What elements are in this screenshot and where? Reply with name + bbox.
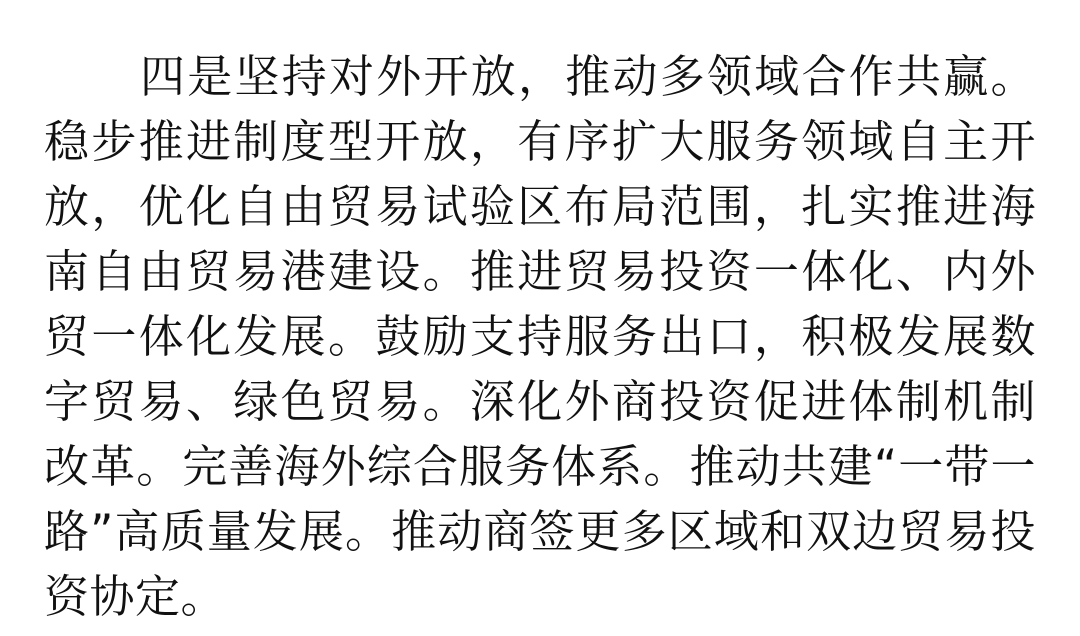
document-body (40, 44, 1040, 629)
paragraph-foreign-opening: 四是坚持对外开放，推动多领域合作共赢。稳步推进制度型开放，有序扩大服务领域自主开放，优化自由贸易试验区布局范围，扎实推进海南自由贸易港建设。推进贸易投资一体化、内外贸一体化发展。鼓励支持服务出口，积极发展数字贸易、绿色贸易。深化外商投资促进体制机制改革。完善海外综合服务体系。推动共建“一带一路”高质量发展。推动商签更多区域和双边贸易投资协定。 (44, 50, 1036, 623)
